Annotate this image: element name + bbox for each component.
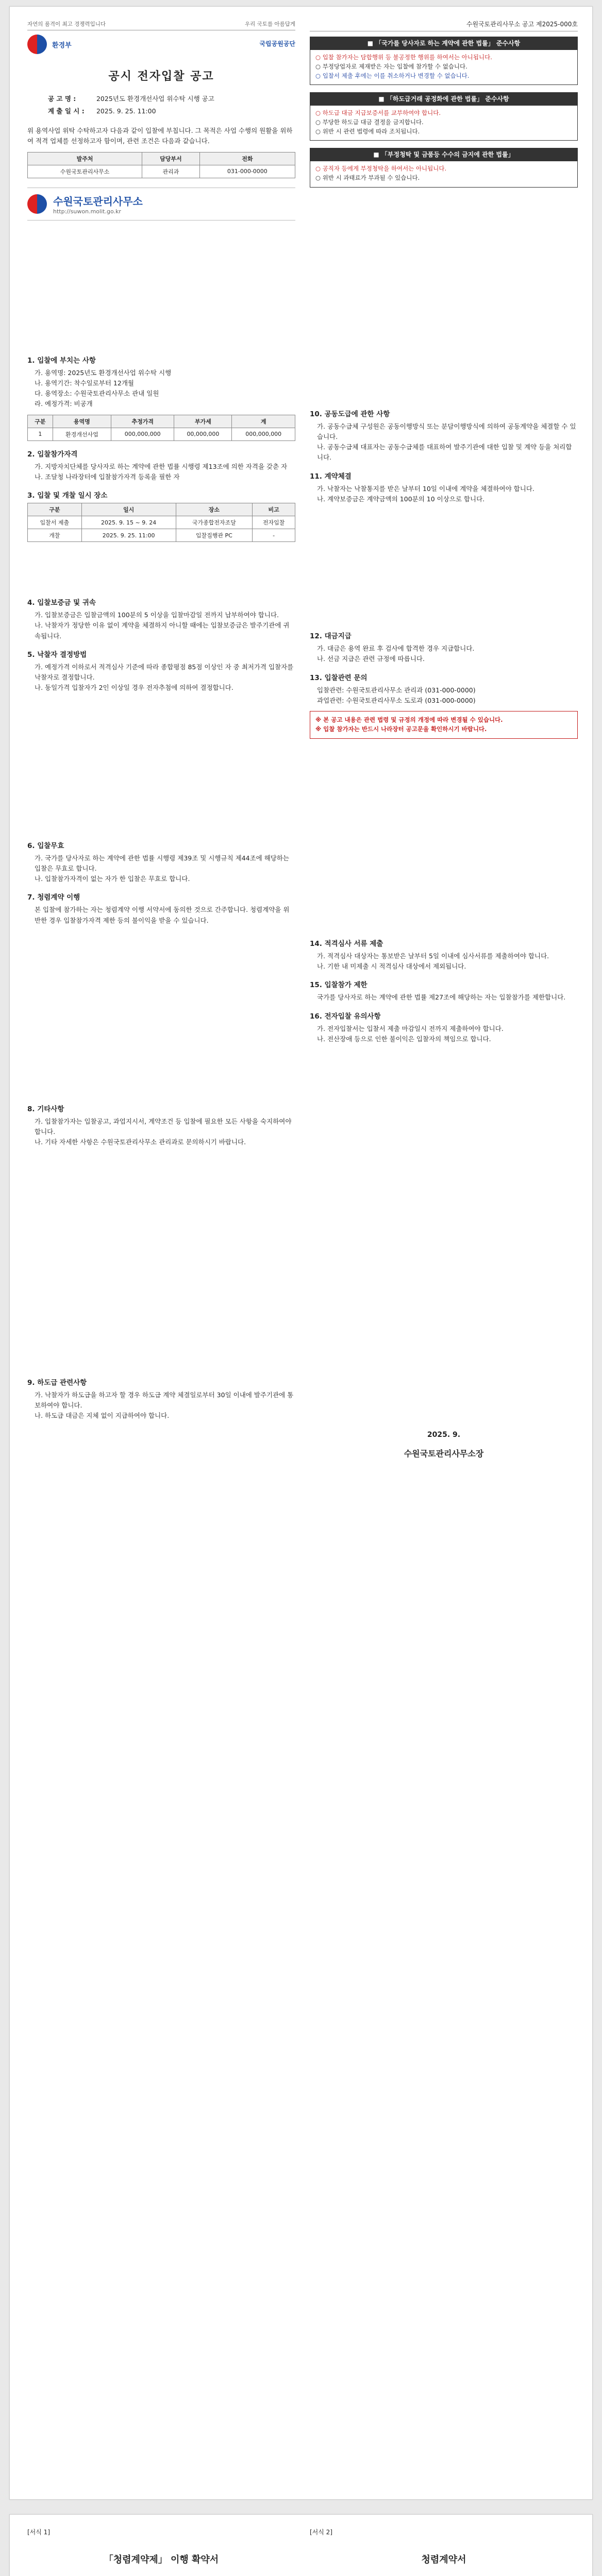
table-row	[28, 529, 295, 542]
box-line: ○ 부정당업자로 제재받은 자는 입찰에 참가할 수 없습니다.	[315, 62, 467, 70]
topline-left: 자연의 품격이 최고 경쟁력입니다	[27, 21, 106, 27]
notice-line: ※ 입찰 참가자는 반드시 나라장터 공고문을 확인하시기 바랍니다.	[315, 725, 487, 733]
table-cell: 2025. 9. 25. 11:00	[81, 529, 176, 542]
form-label: [서식 2]	[310, 2529, 332, 2536]
section-body: 가. 공동수급체 구성원은 공동이행방식 또는 분담이행방식에 의하여 공동계약을 체결할 수 있습니다. 나. 공동수급체 대표자는 공동수급체를 대표하여 발주기관에 대한 입찰 및 계약 등을 처리합니다.	[317, 422, 576, 462]
table-cell: -	[253, 529, 295, 542]
meta-value: 2025. 9. 25. 11:00	[96, 107, 156, 115]
form-label: [서식 1]	[27, 2529, 50, 2536]
table-cell: 2025. 9. 15 ~ 9. 24	[81, 516, 176, 529]
section-heading: 9. 하도급 관련사항	[27, 1378, 87, 1387]
table-row	[28, 428, 295, 440]
table-header: 계	[232, 415, 295, 428]
section-body: 가. 국가를 당사자로 하는 계약에 관한 법률 시행령 제39조 및 시행규칙 제44조에 해당하는 입찰은 무효로 합니다. 나. 입찰참가자격이 없는 자가 한 입찰은 무효로 합니다.	[35, 854, 290, 883]
table-cell: 00,000,000	[174, 428, 232, 440]
box-line: ○ 위반 시 과태료가 부과될 수 있습니다.	[315, 174, 420, 181]
section-body: 본 입찰에 참가하는 자는 청렴계약 이행 서약서에 동의한 것으로 간주합니다. 청렴계약을 위반한 경우 입찰참가자격 제한 등의 불이익을 받을 수 있습니다.	[35, 906, 290, 924]
section-heading: 6. 입찰무효	[27, 841, 64, 850]
document-page-2	[9, 2514, 593, 2576]
intro-paragraph: 위 용역사업 위탁 수탁하고자 다음과 같이 입찰에 부칩니다. 그 목적은 사업 수행의 원활을 위하여 적격 업체를 선정하고자 함이며, 관련 조건은 다음과 같습니다.	[27, 127, 293, 145]
table-header: 전화	[199, 152, 295, 165]
table-cell: 입찰집행관 PC	[176, 529, 253, 542]
section-body: 가. 대금은 용역 완료 후 검사에 합격한 경우 지급합니다. 나. 선금 지급은 관련 규정에 따릅니다.	[317, 645, 475, 663]
section-heading: 1. 입찰에 부치는 사항	[27, 356, 96, 365]
section-body: 가. 전자입찰서는 입찰서 제출 마감일시 전까지 제출하여야 합니다. 나. 전산장애 등으로 인한 불이익은 입찰자의 책임으로 합니다.	[317, 1024, 504, 1043]
box-line: ○ 위반 시 관련 법령에 따라 조치됩니다.	[315, 127, 420, 135]
table-header: 용역명	[53, 415, 111, 428]
table-header: 구분	[28, 415, 53, 428]
section-body: 입찰관련: 수원국토관리사무소 관리과 (031-000-0000) 과업관련: 수원국토관리사무소 도로과 (031-000-0000)	[317, 686, 476, 704]
notice-box-2	[310, 92, 578, 141]
government-emblem-icon	[27, 194, 47, 214]
section-heading: 2. 입찰참가자격	[27, 450, 78, 459]
red-notice-box	[310, 711, 578, 739]
box-line: ○ 공직자 등에게 부정청탁을 하여서는 아니됩니다.	[315, 165, 447, 173]
org-url[interactable]: http://suwon.molit.go.kr	[53, 208, 121, 215]
section-heading: 8. 기타사항	[27, 1105, 64, 1113]
page1-left-column	[27, 20, 295, 1426]
table-cell: 관리과	[142, 165, 200, 178]
org-name: 수원국토관리사무소	[53, 195, 143, 208]
schedule-table	[27, 503, 295, 542]
page1-right-column	[310, 20, 578, 1469]
section-body: 가. 적격심사 대상자는 통보받은 날부터 5일 이내에 심사서류를 제출하여야 합니다. 나. 기한 내 미제출 시 적격심사 대상에서 제외됩니다.	[317, 952, 549, 971]
document-page-1	[9, 6, 593, 2500]
table-header: 발주처	[28, 152, 142, 165]
table-cell: 수원국토관리사무소	[28, 165, 142, 178]
section-heading: 15. 입찰참가 제한	[310, 981, 367, 990]
form-title: 청렴계약서	[421, 2554, 466, 2566]
box-line: ○ 입찰서 제출 후에는 이를 취소하거나 변경할 수 없습니다.	[315, 72, 470, 79]
page1-right-topline: 수원국토관리사무소 공고 제2025-000호	[310, 20, 578, 31]
table-row	[28, 165, 295, 178]
announcement-title: 공시 전자입찰 공고	[108, 70, 214, 83]
meta-row-date	[48, 106, 295, 115]
page1-topline	[27, 20, 295, 30]
box-line: ○ 하도급 대금 지급보증서를 교부하여야 합니다.	[315, 109, 441, 117]
table-header: 일시	[81, 503, 176, 516]
logo-block	[27, 35, 295, 54]
meta-row-name	[48, 94, 295, 103]
announcement-signer: 수원국토관리사무소장	[404, 1449, 484, 1459]
section-body: 가. 지방자치단체를 당사자로 하는 계약에 관한 법률 시행령 제13조에 의한 자격을 갖춘 자 나. 조달청 나라장터에 입찰참가자격 등록을 필한 자	[35, 462, 288, 481]
box-line: ○ 입찰 참가자는 담합행위 등 불공정한 행위를 하여서는 아니됩니다.	[315, 53, 492, 61]
section-body: 가. 예정가격 이하로서 적격심사 기준에 따라 종합평점 85점 이상인 자 중 최저가격 입찰자를 낙찰자로 결정합니다. 나. 동일가격 입찰자가 2인 이상일 경우 전자추첨에 의하여 결정합니다.	[35, 663, 294, 692]
box-title: ■ 「국가를 당사자로 하는 계약에 관한 법률」 준수사항	[310, 37, 577, 50]
form-2-column	[310, 2528, 578, 2576]
table-cell: 000,000,000	[111, 428, 174, 440]
table-cell: 031-000-0000	[199, 165, 295, 178]
table-cell: 국가종합전자조달	[176, 516, 253, 529]
notice-line: ※ 본 공고 내용은 관련 법령 및 규정의 개정에 따라 변경될 수 있습니다.	[315, 716, 503, 724]
table-header: 구분	[28, 503, 82, 516]
notice-box-1	[310, 37, 578, 85]
table-cell: 000,000,000	[232, 428, 295, 440]
form-1-column	[27, 2528, 295, 2576]
org-banner	[27, 188, 295, 221]
section-heading: 12. 대금지급	[310, 632, 352, 641]
contact-table	[27, 152, 295, 178]
government-emblem-icon	[27, 35, 47, 54]
table-header: 담당부서	[142, 152, 200, 165]
section-heading: 14. 적격심사 서류 제출	[310, 939, 383, 948]
logo-side: 국립공원공단	[259, 40, 295, 48]
form-title: 「청렴계약제」 이행 확약서	[104, 2554, 219, 2566]
table-header: 부가세	[174, 415, 232, 428]
meta-label: 계 출 일 시 :	[48, 107, 85, 115]
notice-box-3	[310, 148, 578, 187]
announcement-date: 2025. 9.	[427, 1431, 461, 1439]
section-heading: 11. 계약체결	[310, 472, 352, 481]
table-header: 장소	[176, 503, 253, 516]
box-title: ■ 「하도급거래 공정화에 관한 법률」 준수사항	[310, 93, 577, 106]
section-heading: 3. 입찰 및 개찰 일시 장소	[27, 492, 108, 500]
section-heading: 4. 입찰보증금 및 귀속	[27, 599, 96, 607]
section-body: 가. 입찰보증금은 입찰금액의 100분의 5 이상을 입찰마감일 전까지 납부하여야 합니다. 나. 낙찰자가 정당한 이유 없이 계약을 체결하지 아니할 때에는 입찰보증금은 발주기관에 귀속됩니다.	[35, 611, 290, 640]
table-cell: 1	[28, 428, 53, 440]
meta-label: 공 고 명 :	[48, 95, 76, 103]
meta-value: 2025년도 환경개선사업 위수탁 시행 공고	[96, 95, 214, 103]
table-cell: 입찰서 제출	[28, 516, 82, 529]
table-header: 비고	[253, 503, 295, 516]
topline-right: 우리 국토를 아름답게	[245, 21, 295, 27]
spec-table	[27, 415, 295, 441]
section-body: 가. 입찰참가자는 입찰공고, 과업지시서, 계약조건 등 입찰에 필요한 모든 사항을 숙지하여야 합니다. 나. 기타 자세한 사항은 수원국토관리사무소 관리과로 문의하시기 바랍니다.	[35, 1117, 292, 1146]
section-body: 가. 낙찰자가 하도급을 하고자 할 경우 하도급 계약 체결일로부터 30일 이내에 발주기관에 통보하여야 합니다. 나. 하도급 대금은 지체 없이 지급하여야 합니다.	[35, 1391, 294, 1419]
table-cell: 환경개선사업	[53, 428, 111, 440]
section-heading: 13. 입찰관련 문의	[310, 673, 367, 682]
section-body: 국가를 당사자로 하는 계약에 관한 법률 제27조에 해당하는 자는 입찰참가를 제한합니다.	[317, 993, 566, 1002]
box-line: ○ 부당한 하도급 대금 결정을 금지합니다.	[315, 118, 424, 126]
box-title: ■ 「부정청탁 및 금품등 수수의 금지에 관한 법률」	[310, 148, 577, 161]
table-cell: 전자입찰	[253, 516, 295, 529]
table-cell: 개찰	[28, 529, 82, 542]
logo-org: 환경부	[52, 41, 72, 49]
section-heading: 16. 전자입찰 유의사항	[310, 1012, 381, 1021]
section-heading: 7. 청렴계약 이행	[27, 893, 80, 902]
section-heading: 5. 낙찰자 결정방법	[27, 650, 87, 659]
table-row	[28, 516, 295, 529]
section-heading: 10. 공동도급에 관한 사항	[310, 410, 390, 418]
section-body: 가. 용역명: 2025년도 환경개선사업 위수탁 시행 나. 용역기간: 착수일로부터 12개월 다. 용역장소: 수원국토관리사무소 관내 일원 라. 예정가격: 비공개	[35, 368, 172, 408]
section-body: 가. 낙찰자는 낙찰통지를 받은 날부터 10일 이내에 계약을 체결하여야 합니다. 나. 계약보증금은 계약금액의 100분의 10 이상으로 합니다.	[317, 484, 534, 503]
table-header: 추정가격	[111, 415, 174, 428]
